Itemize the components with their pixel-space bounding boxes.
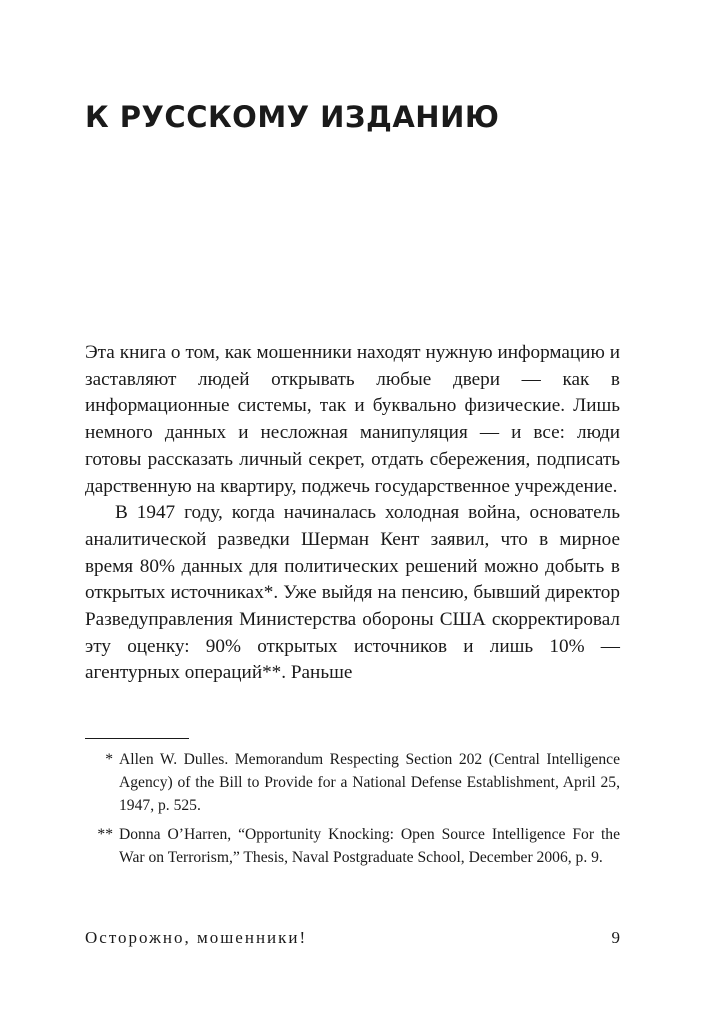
running-title: Осторожно, мошенники! bbox=[85, 928, 308, 947]
footnotes bbox=[85, 748, 620, 875]
footnote-marker: * bbox=[105, 751, 113, 768]
paragraph: В 1947 году, когда начиналась холодная война, основатель аналитической разведки Шерман Кент заявил, что в мирное время 80% данных для политических решений можно добыть в открытых источниках*. Уже выйдя на пенсию, бывший директор Разведуправления Министерства обороны США скорректировал эту оценку: 90% открытых источников и лишь 10% — агентурных операций**. Раньше bbox=[85, 502, 620, 684]
footnote-text: Donna O’Harren, “Opportunity Knocking: Open Source Intelligence For the War on Terrorism,” Thesis, Naval Postgraduate School, December 2006, p. 9. bbox=[119, 826, 620, 866]
body-text bbox=[85, 340, 620, 687]
footnote-text: Allen W. Dulles. Memorandum Respecting Section 202 (Central Intelligence Agency) of the Bill to Provide for a National Defense Establishment, April 25, 1947, p. 525. bbox=[119, 751, 620, 814]
paragraph: Эта книга о том, как мошенники находят нужную информацию и заставляют людей открывать любые двери — как в информационные системы, так и буквально физические. Лишь немного данных и несложная манипуляция — и все: люди готовы рассказать личный секрет, отдать сбережения, подписать дарственную на квартиру, поджечь государственное учреждение. bbox=[85, 342, 620, 497]
footnote bbox=[85, 823, 620, 869]
footnote-divider bbox=[85, 738, 189, 739]
footnote-marker: ** bbox=[97, 826, 113, 843]
page-footer bbox=[85, 928, 620, 948]
page-number: 9 bbox=[611, 928, 620, 947]
footnote bbox=[85, 748, 620, 817]
page-heading: К РУССКОМУ ИЗДАНИЮ bbox=[85, 100, 500, 134]
